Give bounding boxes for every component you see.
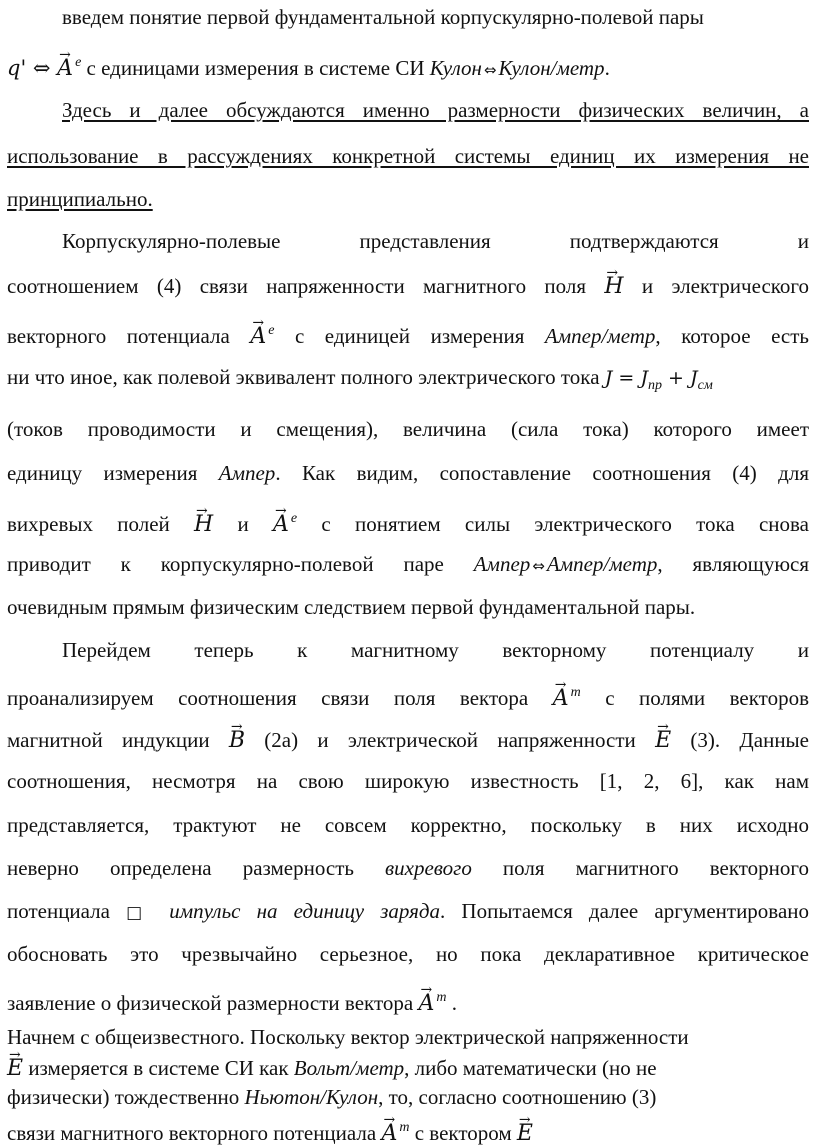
text-segment: обосновать это чрезвычайно серьезное, но пока декларативное критическое — [7, 942, 809, 966]
text-segment: единицу измерения — [7, 461, 219, 485]
text-segment: измеряется в системе СИ как — [23, 1056, 294, 1080]
text-segment: Корпускулярно-полевые представления подтверждаются и — [62, 229, 809, 253]
vector-symbol: → H — [194, 510, 213, 538]
text-segment: см — [697, 378, 713, 393]
text-segment: соотношения, несмотря на свою широкую известность [1, 2, 6], как нам — [7, 769, 809, 793]
text-segment: соотношением (4) связи напряженности магнитного поля — [7, 274, 605, 298]
text-line — [7, 680, 809, 712]
text-segment: . — [446, 991, 457, 1015]
text-segment: Ньютон/Кулон — [244, 1085, 379, 1109]
text-segment: вихревого — [385, 856, 472, 880]
text-line — [7, 1115, 809, 1147]
text-segment: m — [570, 685, 581, 700]
vector-symbol: → H — [604, 272, 623, 300]
text-segment: вихревых полей — [7, 512, 195, 536]
vector-symbol: → A — [57, 54, 73, 82]
text-segment: принципиально. — [7, 187, 153, 211]
text-segment: векторного потенциала — [7, 324, 251, 348]
text-segment: J = J — [604, 367, 648, 389]
text-segment: (3). Данные — [671, 728, 809, 752]
text-segment: (токов проводимости и смещения), величина (сила тока) которого имеет — [7, 417, 809, 441]
text-line — [62, 637, 809, 663]
underlined-text-line — [7, 143, 809, 169]
text-segment: приводит к корпускулярно-полевой паре — [7, 552, 474, 576]
text-segment: . Как видим, сопоставление соотношения (4) для — [275, 461, 809, 485]
text-line — [7, 1084, 809, 1110]
text-segment: Здесь и далее обсуждаются именно размерности физических величин, а — [62, 98, 809, 122]
text-line — [7, 812, 809, 838]
text-segment: , то, согласно соотношению (3) — [378, 1085, 657, 1109]
text-segment: , являющуюся — [657, 552, 809, 576]
text-segment: (2а) и электрической напряженности — [245, 728, 656, 752]
text-segment: импульс на единицу заряда — [169, 899, 441, 923]
text-segment: потенциала — [7, 899, 127, 923]
text-segment: Ампер — [218, 461, 276, 485]
text-segment: ни что иное, как полевой эквивалент полного электрического тока — [7, 365, 605, 389]
text-segment: m — [399, 1120, 410, 1135]
text-segment: Вольт/метр — [293, 1056, 405, 1080]
text-segment: и — [213, 512, 274, 536]
text-segment: пр — [648, 378, 662, 393]
text-segment: , которое есть — [655, 324, 809, 348]
text-segment: и электрического — [623, 274, 809, 298]
text-line — [7, 272, 809, 300]
text-segment: , либо математически (но не — [404, 1056, 657, 1080]
text-segment: с вектором — [409, 1121, 517, 1145]
text-line — [7, 768, 809, 794]
text-segment: физически) тождественно — [7, 1085, 245, 1109]
text-segment: m — [436, 990, 447, 1005]
text-line — [7, 1024, 809, 1050]
text-segment: . — [604, 56, 610, 80]
text-segment: e — [268, 323, 275, 338]
text-line — [7, 726, 809, 754]
text-segment: □ — [126, 903, 154, 923]
text-segment: магнитной индукции — [7, 728, 229, 752]
text-line — [7, 898, 809, 926]
text-line — [7, 855, 809, 881]
vector-symbol: → E — [517, 1119, 533, 1147]
text-segment: с единицами измерения в системе СИ — [81, 56, 430, 80]
text-line — [62, 4, 809, 30]
text-segment: проанализируем соотношения связи поля вектора — [7, 686, 553, 710]
text-line — [7, 50, 809, 83]
text-line — [7, 551, 809, 579]
text-segment: заявление о физической размерности вектора — [7, 991, 419, 1015]
text-segment: Перейдем теперь к магнитному векторному потенциалу и — [62, 638, 809, 662]
text-line — [7, 506, 809, 538]
text-segment: Кулон — [429, 56, 482, 80]
text-segment: неверно определена размерность — [7, 856, 386, 880]
vector-symbol: → A — [553, 684, 569, 712]
text-line — [7, 416, 809, 442]
text-line — [7, 1054, 809, 1082]
vector-symbol: → A — [381, 1119, 397, 1147]
text-segment: q' ⇔ — [7, 56, 58, 80]
text-segment: + J — [662, 367, 698, 389]
vector-symbol: → A — [250, 322, 266, 350]
text-segment — [153, 899, 169, 923]
text-line — [7, 985, 809, 1017]
text-segment: e — [75, 55, 82, 70]
text-segment: ⇔ — [532, 557, 545, 575]
underlined-text-line — [62, 97, 809, 123]
text-line — [7, 318, 809, 350]
text-segment: Ампер/метр — [546, 552, 658, 576]
text-segment: e — [290, 511, 298, 526]
text-line — [7, 594, 809, 620]
text-segment: введем понятие первой фундаментальной корпускулярно-полевой пары — [62, 5, 704, 29]
text-line — [7, 364, 809, 399]
text-segment: ⇔ — [483, 61, 497, 79]
vector-symbol: → B — [229, 726, 245, 754]
text-segment: с понятием силы электрического тока снова — [297, 512, 809, 536]
text-segment: очевидным прямым физическим следствием первой фундаментальной пары. — [7, 595, 696, 619]
text-line — [7, 941, 809, 967]
vector-symbol: → A — [418, 989, 434, 1017]
text-segment: Ампер/метр — [544, 324, 656, 348]
text-segment: поля магнитного векторного — [471, 856, 809, 880]
text-segment: представляется, трактуют не совсем корректно, поскольку в них исходно — [7, 813, 809, 837]
vector-symbol: → E — [7, 1054, 23, 1082]
text-segment: использование в рассуждениях конкретной системы единиц их измерения не — [7, 144, 809, 168]
text-segment: . Попытаемся далее аргументировано — [440, 899, 810, 923]
text-segment: Ампер — [473, 552, 531, 576]
text-line — [62, 228, 809, 254]
text-segment: с единицей измерения — [274, 324, 545, 348]
underlined-text-line — [7, 186, 809, 212]
text-segment: связи магнитного векторного потенциала — [7, 1121, 382, 1145]
text-line — [7, 460, 809, 486]
text-segment: Кулон/метр — [498, 56, 605, 80]
vector-symbol: → A — [273, 510, 289, 538]
text-segment: с полями векторов — [580, 686, 809, 710]
vector-symbol: → E — [655, 726, 671, 754]
text-segment: Начнем с общеизвестного. Поскольку вектор электрической напряженности — [7, 1025, 689, 1049]
